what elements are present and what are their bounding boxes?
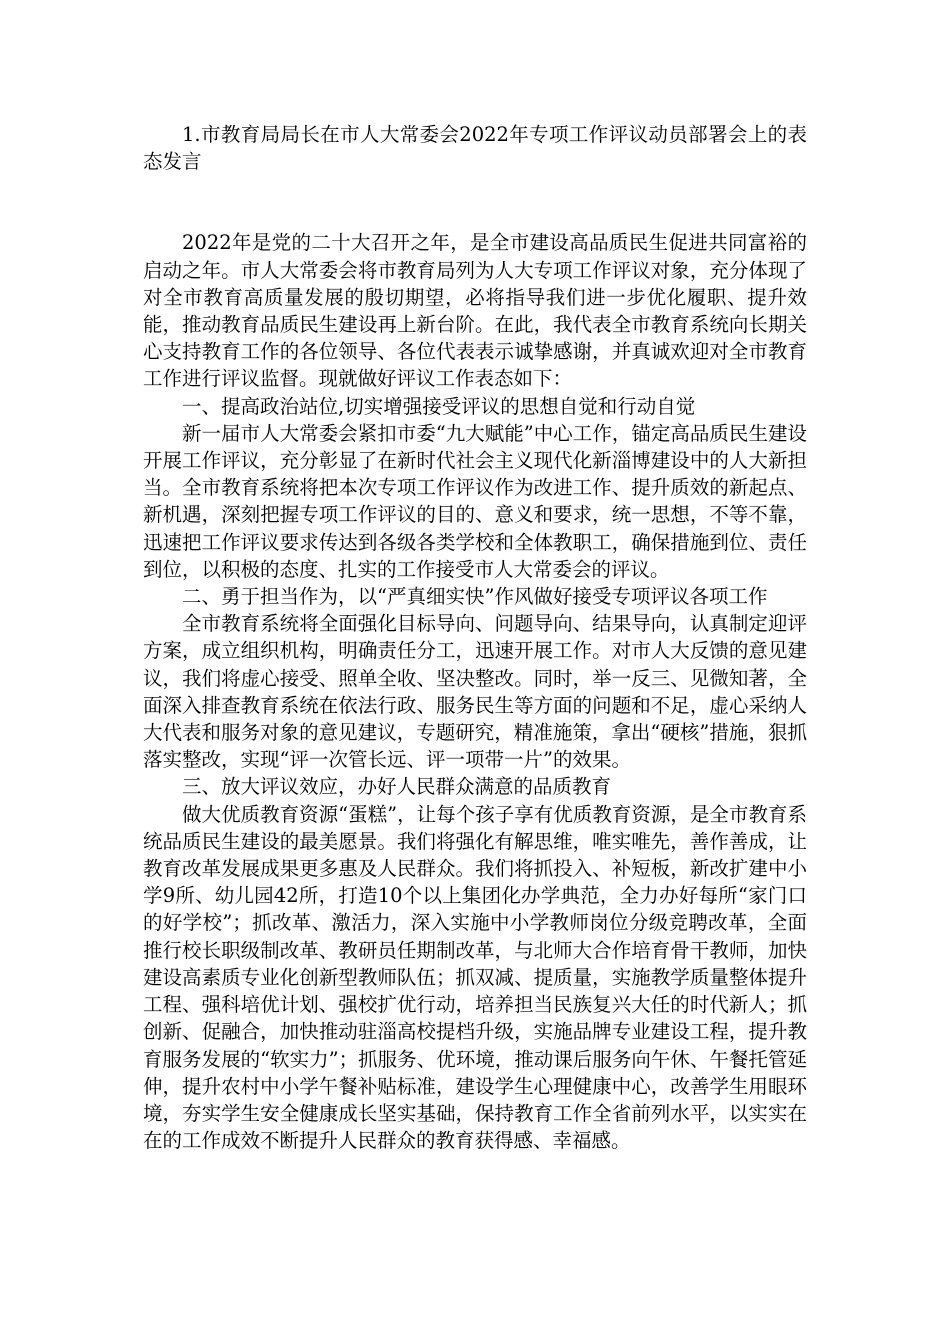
paragraph-intro: 2022年是党的二十大召开之年，是全市建设高品质民生促进共同富裕的启动之年。市人大常委会将市教育局列为人大专项工作评议对象，充分体现了对全市教育高质量发展的殷切期望，必将指导我们进一步优化履职、提升效能，推动教育品质民生建设再上新台阶。在此，我代表全市教育系统向长期关心支持教育工作的各位领导、各位代表表示诚挚感谢，并真诚欢迎对全市教育工作进行评议监督。现就做好评议工作表态如下： [143, 231, 807, 391]
paragraph-section-2: 全市教育系统将全面强化目标导向、问题导向、结果导向，认真制定迎评方案，成立组织机构，明确责任分工，迅速开展工作。对市人大反馈的意见建议，我们将虚心接受、照单全收、坚决整改。同时，举一反三、见微知著，全面深入排查教育系统在依法行政、服务民生等方面的问题和不足，虚心采纳人大代表和服务对象的意见建议，专题研究，精准施策，拿出“硬核”措施，狠抓落实整改，实现“评一次管长远、评一项带一片”的效果。 [143, 612, 807, 772]
document-body [143, 121, 807, 1154]
document-title: 1.市教育局局长在市人大常委会2022年专项工作评议动员部署会上的表态发言 [143, 123, 807, 174]
paragraph-section-1: 新一届市人大常委会紧扣市委“九大赋能”中心工作，锚定高品质民生建设开展工作评议，充分彰显了在新时代社会主义现代化新淄博建设中的人大新担当。全市教育系统将把本次专项工作评议作为改进工作、提升质效的新起点、新机遇，深刻把握专项工作评议的目的、意义和要求，统一思想，不等不靠，迅速把工作评议要求传达到各级各类学校和全体教职工，确保措施到位、责任到位，以积极的态度、扎实的工作接受市人大常委会的评议。 [143, 421, 807, 581]
title-spacer [143, 175, 807, 229]
section-heading-1: 一、提高政治站位,切实增强接受评议的思想自觉和行动自觉 [182, 394, 696, 418]
section-heading-3: 三、放大评议效应，办好人民群众满意的品质教育 [182, 775, 612, 799]
paragraph-section-3: 做大优质教育资源“蛋糕”，让每个孩子享有优质教育资源，是全市教育系统品质民生建设的最美愿景。我们将强化有解思维，唯实唯先，善作善成，让教育改革发展成果更多惠及人民群众。我们将抓投入、补短板，新改扩建中小学9所、幼儿园42所，打造10个以上集团化办学典范，全力办好每所“家门口的好学校”；抓改革、激活力，深入实施中小学教师岗位分级竞聘改革，全面推行校长职级制改革、教研员任期制改革，与北师大合作培育骨干教师，加快建设高素质专业化创新型教师队伍；抓双减、提质量，实施教学质量整体提升工程、强科培优计划、强校扩优行动，培养担当民族复兴大任的时代新人；抓创新、促融合，加快推动驻淄高校提档升级，实施品牌专业建设工程，提升教育服务发展的“软实力”；抓服务、优环境，推动课后服务向午休、午餐托管延伸，提升农村中小学午餐补贴标准，建设学生心理健康中心，改善学生用眼环境，夯实学生安全健康成长坚实基础，保持教育工作全省前列水平，以实实在在的工作成效不断提升人民群众的教育获得感、幸福感。 [143, 802, 807, 1153]
section-heading-2: 二、勇于担当作为，以“严真细实快”作风做好接受专项评议各项工作 [182, 585, 768, 609]
